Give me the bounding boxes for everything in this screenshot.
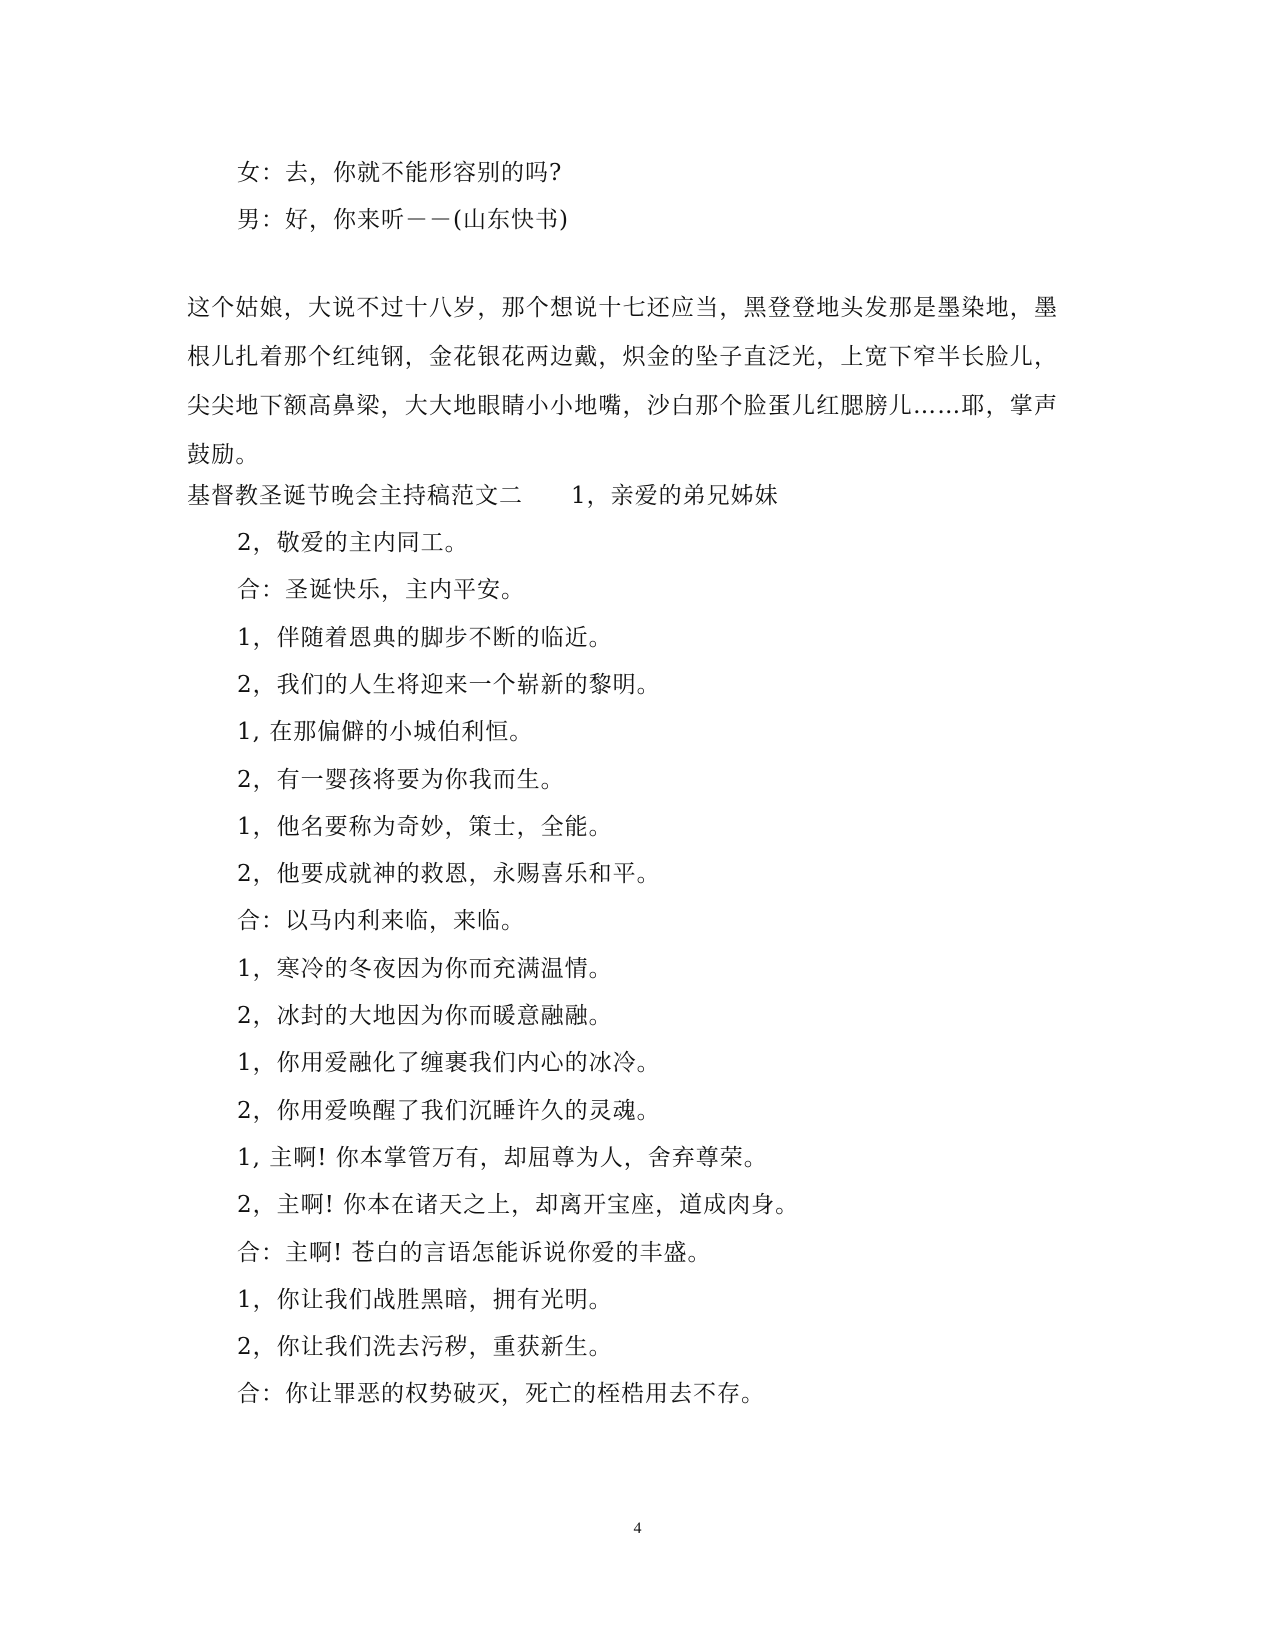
script-line: 2，你让我们洗去污秽，重获新生。 — [237, 1334, 613, 1360]
paragraph-line: 尖尖地下额高鼻梁，大大地眼睛小小地嘴，沙白那个脸蛋儿红腮膀儿……耶，掌声 — [187, 393, 1059, 419]
script-line: 1，你用爱融化了缠裹我们内心的冰冷。 — [237, 1050, 661, 1076]
script-line: 1，伴随着恩典的脚步不断的临近。 — [237, 625, 613, 651]
script-line: 2，我们的人生将迎来一个崭新的黎明。 — [237, 672, 661, 698]
paragraph-line: 这个姑娘，大说不过十八岁，那个想说十七还应当，黑登登地头发那是墨染地，墨 — [187, 295, 1059, 321]
script-line: 1, 主啊! 你本掌管万有，却屈尊为人，舍弃尊荣。 — [237, 1145, 768, 1171]
section-first-line: 1，亲爱的弟兄姊妹 — [571, 483, 779, 509]
section-title: 基督教圣诞节晚会主持稿范文二 — [187, 483, 523, 509]
script-line: 合：圣诞快乐，主内平安。 — [237, 577, 525, 603]
paragraph-line: 根儿扎着那个红纯钢，金花银花两边戴，炽金的坠子直泛光，上宽下窄半长脸儿， — [187, 344, 1059, 370]
section-heading-row — [187, 480, 779, 512]
script-line: 合：以马内利来临，来临。 — [237, 908, 525, 934]
script-line: 合：主啊! 苍白的言语怎能诉说你爱的丰盛。 — [237, 1240, 712, 1266]
dialogue-line: 男：好，你来听－－(山东快书) — [237, 207, 569, 233]
script-line: 2，他要成就神的救恩，永赐喜乐和平。 — [237, 861, 661, 887]
script-line: 2，主啊! 你本在诸天之上，却离开宝座，道成肉身。 — [237, 1192, 800, 1218]
dialogue-line: 女：去，你就不能形容别的吗? — [237, 160, 563, 186]
script-line: 1，他名要称为奇妙，策士，全能。 — [237, 814, 613, 840]
script-line: 2，冰封的大地因为你而暖意融融。 — [237, 1003, 613, 1029]
script-line: 合：你让罪恶的权势破灭，死亡的桎梏用去不存。 — [237, 1381, 765, 1407]
script-line: 1，你让我们战胜黑暗，拥有光明。 — [237, 1287, 613, 1313]
paragraph-line: 鼓励。 — [187, 442, 260, 468]
script-line: 1, 在那偏僻的小城伯利恒。 — [237, 719, 534, 745]
script-line: 1，寒冷的冬夜因为你而充满温情。 — [237, 956, 613, 982]
page-number: 4 — [633, 1520, 642, 1537]
body-paragraph — [187, 284, 1087, 480]
script-line: 2，你用爱唤醒了我们沉睡许久的灵魂。 — [237, 1098, 661, 1124]
script-line: 2，有一婴孩将要为你我而生。 — [237, 767, 565, 793]
script-line: 2，敬爱的主内同工。 — [237, 530, 469, 556]
